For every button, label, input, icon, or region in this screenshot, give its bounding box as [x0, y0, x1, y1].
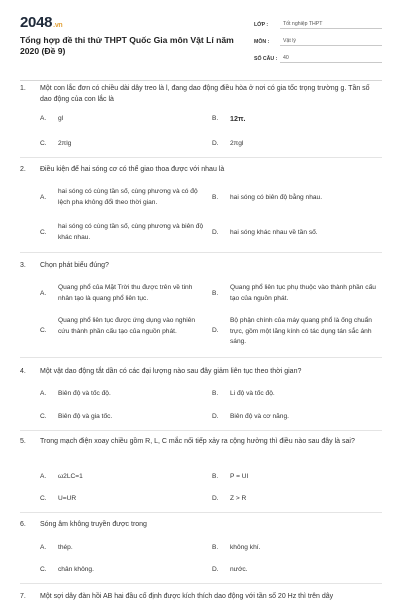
question-text: Một con lắc đơn có chiều dài dây treo là l, đang dao động điều hòa ở nơi có gia tốc trọng trường g. Tần số dao động của con lắc là: [40, 85, 370, 103]
question-number: 3.: [20, 262, 26, 269]
page-title: Tổng hợp đề thi thử THPT Quốc Gia môn Vật Lí năm 2020 (Đề 9): [20, 35, 234, 56]
question-divider: [20, 252, 382, 253]
question-divider: [20, 157, 382, 158]
question-divider: [20, 357, 382, 358]
document-meta: [254, 16, 382, 67]
question-number: 5.: [20, 438, 26, 445]
header-divider: [20, 80, 382, 81]
question-number: 6.: [20, 521, 26, 528]
site-logo[interactable]: 2048.vn: [20, 14, 63, 31]
meta-class-label: LỚP :: [254, 22, 269, 28]
meta-subject-row: [254, 33, 382, 46]
question-text: Một sợi dây đàn hồi AB hai đầu cố định được kích thích dao động với tần số 20 Hz thì trên dây: [40, 593, 334, 600]
question-number: 7.: [20, 593, 26, 600]
question-number: 1.: [20, 85, 26, 92]
meta-subject-value: Vật lý: [280, 38, 382, 46]
meta-subject-label: MÔN :: [254, 39, 270, 45]
meta-count-value: 40: [280, 55, 382, 63]
question-text: Điều kiện để hai sóng cơ có thể giao thoa được với nhau là: [40, 166, 225, 173]
question-divider: [20, 583, 382, 584]
document-header: [20, 14, 382, 66]
question-number: 2.: [20, 166, 26, 173]
question-text: Chọn phát biểu đúng?: [40, 262, 109, 269]
question-number: 4.: [20, 368, 26, 375]
question-divider: [20, 430, 382, 431]
meta-count-row: [254, 50, 382, 63]
question-text: Một vật dao động tắt dần có các đại lượng nào sau đây giảm liên tục theo thời gian?: [40, 368, 302, 375]
question-text: Trong mạch điện xoay chiều gồm R, L, C mắc nối tiếp xảy ra cộng hưởng thì điều nào sau đây là sai?: [40, 438, 355, 445]
question-text: Sóng âm không truyền được trong: [40, 521, 147, 528]
question-7: [20, 591, 382, 600]
meta-class-value: Tốt nghiệp THPT: [280, 21, 382, 29]
meta-count-label: SỐ CÂU :: [254, 56, 278, 62]
meta-class-row: [254, 16, 382, 29]
question-divider: [20, 512, 382, 513]
